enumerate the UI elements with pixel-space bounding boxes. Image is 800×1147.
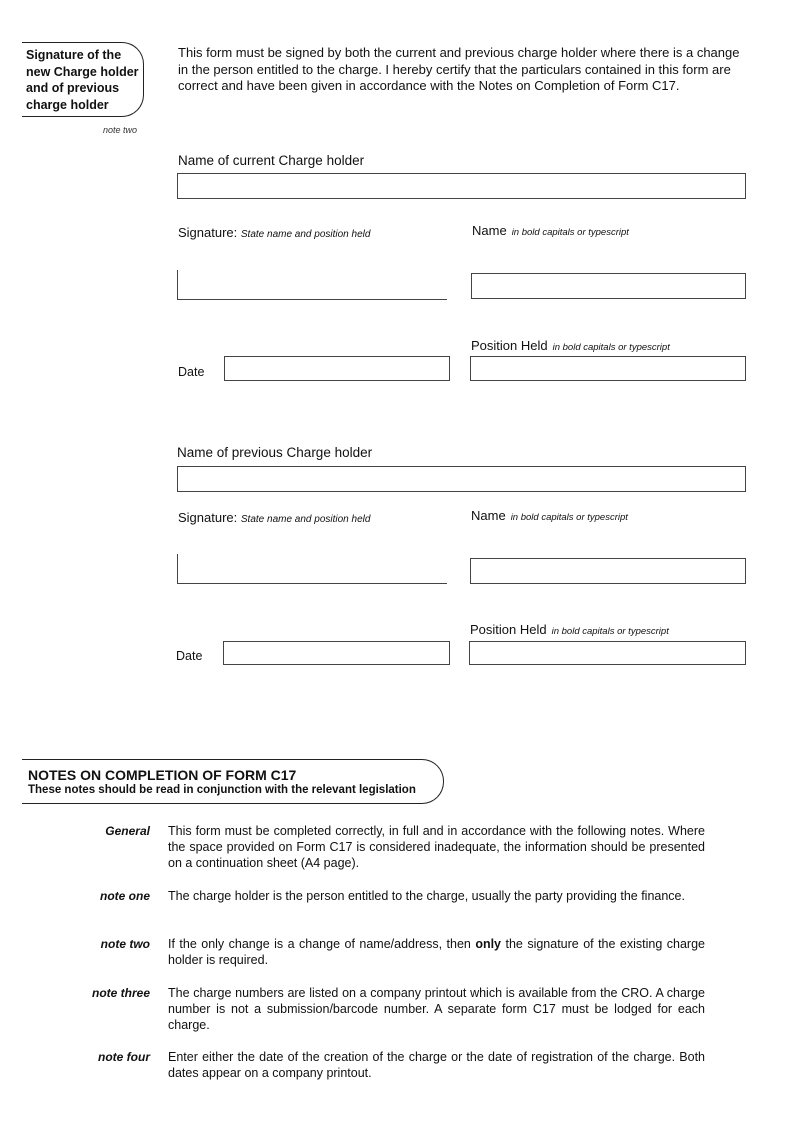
current-holder-heading: Name of current Charge holder xyxy=(178,153,365,168)
previous-position-label: Position Held in bold capitals or typescript xyxy=(470,622,669,637)
current-date-field[interactable] xyxy=(224,356,450,381)
previous-date-field[interactable] xyxy=(223,641,450,665)
previous-holder-name-field[interactable] xyxy=(177,466,746,492)
note-label-four: note four xyxy=(98,1050,150,1064)
note-reference: note two xyxy=(103,125,138,135)
notes-heading-tab xyxy=(22,759,444,804)
note-text-two: If the only change is a change of name/address, then only the signature of the existing charge holder is required. xyxy=(168,937,705,967)
note-text-three: The charge numbers are listed on a company printout which is available from the CRO. A charge number is not a submission/barcode number. A separate form C17 must be lodged for each charge. xyxy=(168,986,705,1032)
previous-name-field[interactable] xyxy=(470,558,746,584)
previous-name-label: Name in bold capitals or typescript xyxy=(471,508,628,523)
current-date-label: Date xyxy=(178,365,205,379)
previous-position-field[interactable] xyxy=(469,641,746,665)
notes-title: NOTES ON COMPLETION OF FORM C17 xyxy=(28,767,297,783)
previous-signature-label: Signature: State name and position held xyxy=(178,510,371,525)
current-name-label: Name in bold capitals or typescript xyxy=(472,223,629,238)
note-label-three: note three xyxy=(91,986,150,1000)
previous-position-hint: in bold capitals or typescript xyxy=(551,626,669,637)
current-name-field[interactable] xyxy=(471,273,746,299)
note-label-two: note two xyxy=(100,937,150,951)
current-signature-field[interactable] xyxy=(177,270,447,300)
previous-signature-hint: State name and position held xyxy=(240,514,371,525)
note-text-one: The charge holder is the person entitled to the charge, usually the party providing the finance. xyxy=(168,889,685,903)
previous-name-hint: in bold capitals or typescript xyxy=(510,512,628,523)
previous-signature-field[interactable] xyxy=(177,554,447,584)
note-text-general: This form must be completed correctly, in full and in accordance with the following notes. Where the space provided on Form C17 is considered inadequate, the information should be presented on a continuation sheet (A4 page). xyxy=(168,824,705,870)
current-holder-name-field[interactable] xyxy=(177,173,746,199)
current-signature-label: Signature: State name and position held xyxy=(178,225,371,240)
section-tab xyxy=(22,42,144,117)
current-signature-hint: State name and position held xyxy=(240,229,371,240)
note-label-one: note one xyxy=(100,889,150,903)
previous-holder-heading: Name of previous Charge holder xyxy=(177,445,373,460)
notes-subtitle: These notes should be read in conjunction with the relevant legislation xyxy=(28,784,416,796)
note-label-general: General xyxy=(105,824,150,838)
current-position-field[interactable] xyxy=(470,356,746,381)
intro-text: This form must be signed by both the current and previous charge holder where there is a change in the person entitled to the charge. I hereby certify that the particulars contained in this form are correct and have been given in accordance with the Notes on Completion of Form C17. xyxy=(178,45,740,93)
current-name-hint: in bold capitals or typescript xyxy=(511,227,629,238)
note-text-four: Enter either the date of the creation of the charge or the date of registration of the charge. Both dates appear on a company printout. xyxy=(168,1050,705,1080)
current-position-label: Position Held in bold capitals or typescript xyxy=(471,338,670,353)
current-position-hint: in bold capitals or typescript xyxy=(552,342,670,353)
previous-date-label: Date xyxy=(176,649,203,663)
section-title: Signature of the new Charge holder and of previous charge holder xyxy=(26,48,139,112)
